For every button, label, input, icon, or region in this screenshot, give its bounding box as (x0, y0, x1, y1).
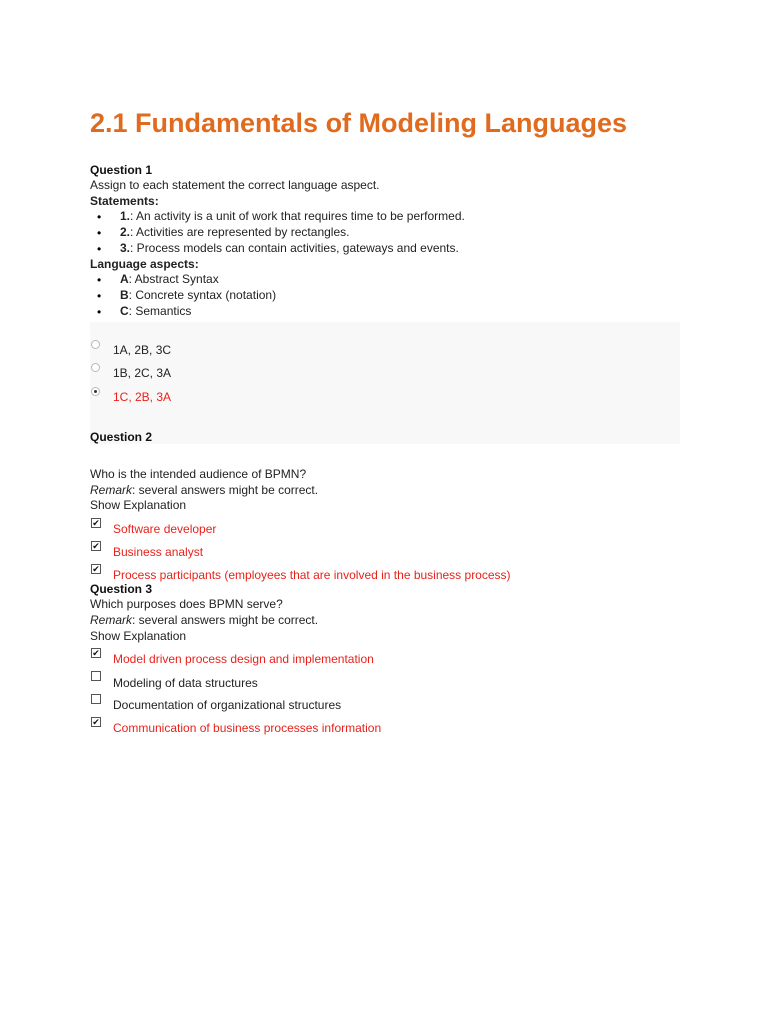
aspects-heading: Language aspects: (90, 257, 199, 271)
question-3-prompt: Which purposes does BPMN serve? (90, 597, 283, 611)
statement-text: : An activity is a unit of work that requires time to be performed. (130, 209, 465, 223)
show-explanation-link[interactable]: Show Explanation (90, 629, 187, 643)
answer-panel (90, 322, 680, 444)
option-3-label[interactable]: 1C, 2B, 3A (113, 390, 172, 404)
business-analyst-label[interactable]: Business analyst (113, 545, 204, 559)
aspect-c (120, 304, 191, 318)
statement-number: 1. (120, 209, 131, 223)
radio-option-2[interactable] (91, 363, 100, 372)
aspect-key: C (120, 304, 129, 318)
statement-number: 3. (120, 241, 131, 255)
checkbox-process-participants[interactable]: ✔ (92, 564, 100, 574)
checkbox-software-developer[interactable]: ✔ (92, 518, 100, 528)
show-explanation-link[interactable]: Show Explanation (90, 498, 187, 512)
question-1-label: Question 1 (90, 163, 153, 177)
statement-1 (120, 209, 465, 223)
bullet-icon: • (97, 289, 102, 303)
checkbox-data-structures[interactable] (91, 671, 101, 681)
statement-3 (120, 241, 459, 255)
remark-label: Remark (90, 613, 133, 627)
remark-label: Remark (90, 483, 133, 497)
aspect-text: : Semantics (128, 304, 192, 318)
checkbox-business-analyst[interactable]: ✔ (92, 541, 100, 551)
radio-option-1[interactable] (91, 340, 100, 349)
statement-number: 2. (120, 225, 131, 239)
bullet-icon: • (97, 305, 102, 319)
page-title: 2.1 Fundamentals of Modeling Languages (90, 108, 628, 138)
aspect-a (120, 272, 219, 286)
question-3-remark (90, 613, 318, 627)
bullet-icon: • (97, 273, 102, 287)
statement-text: : Activities are represented by rectangles. (130, 225, 350, 239)
checkbox-model-driven[interactable]: ✔ (92, 648, 100, 658)
bullet-icon: • (97, 226, 102, 240)
question-2-remark (90, 483, 318, 497)
question-2-label: Question 2 (90, 430, 153, 444)
checkbox-organizational-structures[interactable] (91, 694, 101, 704)
radio-option-3-selected[interactable] (91, 387, 100, 396)
data-structures-label[interactable]: Modeling of data structures (113, 676, 258, 690)
aspect-key: A (120, 272, 129, 286)
question-1-prompt: Assign to each statement the correct language aspect. (90, 178, 380, 192)
checkbox-communication[interactable]: ✔ (92, 717, 100, 727)
bullet-icon: • (97, 242, 102, 256)
model-driven-label[interactable]: Model driven process design and implementation (113, 652, 374, 666)
process-participants-label[interactable]: Process participants (employees that are involved in the business process) (113, 568, 511, 582)
option-2-label[interactable]: 1B, 2C, 3A (113, 366, 172, 380)
option-1-label[interactable]: 1A, 2B, 3C (113, 343, 172, 357)
statements-heading: Statements: (90, 194, 159, 208)
aspect-text: : Concrete syntax (notation) (128, 288, 277, 302)
statement-2 (120, 225, 349, 239)
bullet-icon: • (97, 210, 102, 224)
communication-label[interactable]: Communication of business processes information (113, 721, 382, 735)
remark-text: : several answers might be correct. (132, 483, 319, 497)
aspect-text: : Abstract Syntax (128, 272, 219, 286)
aspect-key: B (120, 288, 129, 302)
aspect-b (120, 288, 276, 302)
software-developer-label[interactable]: Software developer (113, 522, 217, 536)
statement-text: : Process models can contain activities, gateways and events. (130, 241, 459, 255)
organizational-structures-label[interactable]: Documentation of organizational structures (113, 698, 342, 712)
remark-text: : several answers might be correct. (132, 613, 319, 627)
question-2-prompt: Who is the intended audience of BPMN? (90, 467, 307, 481)
question-3-label: Question 3 (90, 582, 153, 596)
